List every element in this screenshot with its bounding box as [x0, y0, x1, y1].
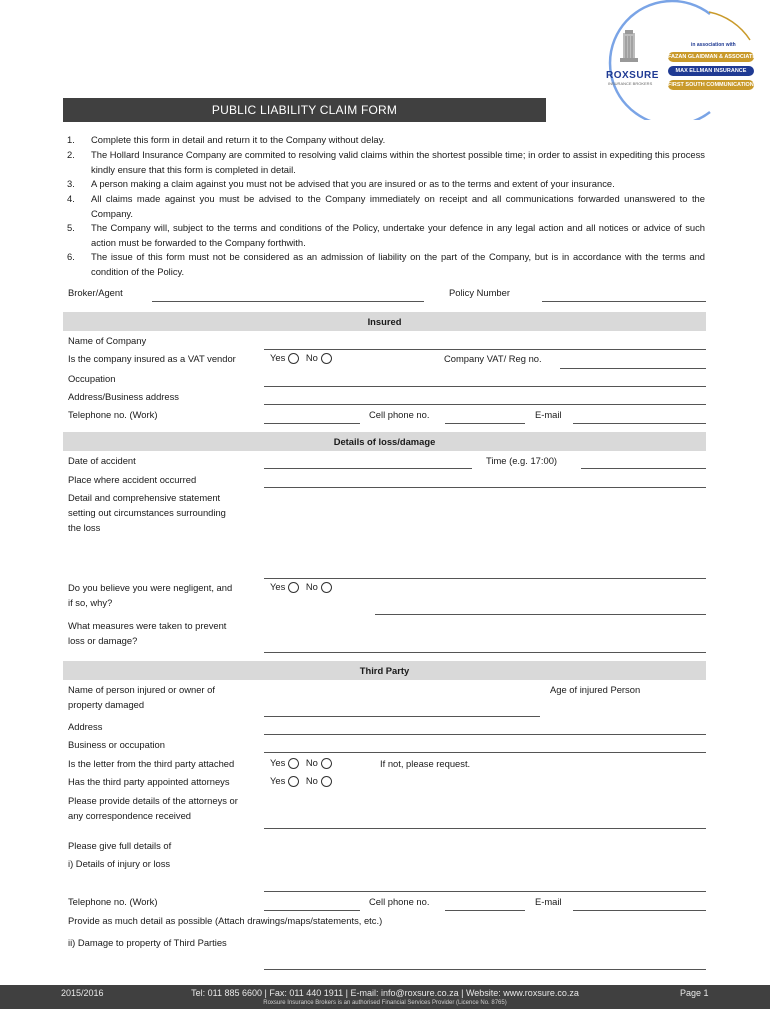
- date-input[interactable]: [264, 468, 472, 469]
- third-address-input[interactable]: [264, 734, 706, 735]
- logo-partner-3: FIRST SOUTH COMMUNICATIONS: [668, 82, 758, 88]
- vat-no-radio[interactable]: [321, 353, 332, 364]
- vat-vendor-label: Is the company insured as a VAT vendor: [68, 353, 236, 364]
- instruction-number: 4.: [67, 193, 75, 204]
- measures-label-1: What measures were taken to prevent: [68, 620, 227, 631]
- vat-no-input[interactable]: [560, 368, 706, 369]
- negligent-no-radio[interactable]: [321, 582, 332, 593]
- letter-label: Is the letter from the third party attached: [68, 758, 235, 769]
- full-details-label: Please give full details of: [68, 840, 172, 851]
- business-input[interactable]: [264, 752, 706, 753]
- section-header-loss: [63, 432, 706, 451]
- email-label: E-mail: [535, 409, 562, 420]
- negligent-options: [270, 581, 336, 593]
- company-name-input[interactable]: [264, 349, 706, 350]
- instruction-text: The Hollard Insurance Company are commited to resolving valid claims within the shortest possible time; in order to assist in expediting this process kindly ensure that this form is completed in detail.: [91, 149, 705, 175]
- third-email-input[interactable]: [573, 910, 706, 911]
- policy-number-input[interactable]: [542, 301, 706, 302]
- logo-partner-2: MAX ELLMAN INSURANCE: [668, 66, 754, 76]
- instruction-number: 2.: [67, 149, 75, 160]
- yes-label: Yes: [270, 352, 286, 363]
- instruction-number: 1.: [67, 134, 75, 145]
- time-input[interactable]: [581, 468, 706, 469]
- footer-page-number: Page 1: [680, 988, 709, 998]
- building-icon: [620, 30, 638, 62]
- place-label: Place where accident occurred: [68, 474, 197, 485]
- form-title: PUBLIC LIABILITY CLAIM FORM: [63, 98, 546, 122]
- third-telephone-input[interactable]: [264, 910, 360, 911]
- date-label: Date of accident: [68, 455, 136, 466]
- vat-vendor-options: [270, 352, 336, 364]
- email-input[interactable]: [573, 423, 706, 424]
- third-telephone-label: Telephone no. (Work): [68, 896, 158, 907]
- negligent-label-2: if so, why?: [68, 597, 113, 608]
- statement-label-3: the loss: [68, 522, 101, 533]
- attorneys-yes-radio[interactable]: [288, 776, 299, 787]
- cell-input[interactable]: [445, 423, 525, 424]
- yes-label: Yes: [270, 757, 286, 768]
- instruction-number: 6.: [67, 251, 75, 262]
- policy-label: Policy Number: [449, 287, 510, 298]
- attorneys-options: [270, 775, 336, 787]
- statement-label-1: Detail and comprehensive statement: [68, 492, 221, 503]
- section-title: Details of loss/damage: [333, 436, 436, 447]
- third-cell-input[interactable]: [445, 910, 525, 911]
- third-cell-label: Cell phone no.: [369, 896, 430, 907]
- letter-options: [270, 757, 336, 769]
- injured-name-label-2: property damaged: [68, 699, 145, 710]
- occupation-input[interactable]: [264, 386, 706, 387]
- instruction-number: 3.: [67, 178, 75, 189]
- instruction-text: The issue of this form must not be considered as an admission of liability on the part of the Company, but is in accordance with the terms and condition of the Policy.: [91, 251, 705, 277]
- cell-label: Cell phone no.: [369, 409, 430, 420]
- statement-label-2: setting out circumstances surrounding: [68, 507, 226, 518]
- section-header-third-party: [63, 661, 706, 680]
- injured-name-input[interactable]: [264, 716, 540, 717]
- footer-license: Roxsure Insurance Brokers is an authorised Financial Services Provider (Licence No. 8765): [263, 1000, 507, 1006]
- instruction-text: A person making a claim against you must not be advised that you are insured or as to the terms and extent of your insurance.: [91, 178, 615, 189]
- place-input[interactable]: [264, 487, 706, 488]
- no-label: No: [305, 352, 318, 363]
- age-label: Age of injured Person: [550, 684, 641, 695]
- address-input[interactable]: [264, 404, 706, 405]
- broker-input[interactable]: [152, 301, 424, 302]
- footer-contact: Tel: 011 885 6600 | Fax: 011 440 1911 | E-mail: info@roxsure.co.za | Website: www.roxsure.co.za: [191, 988, 579, 998]
- broker-label: Broker/Agent: [68, 287, 123, 298]
- if-not-label: If not, please request.: [380, 758, 471, 769]
- negligent-yes-radio[interactable]: [288, 582, 299, 593]
- time-label: Time (e.g. 17:00): [486, 455, 558, 466]
- attorney-details-input[interactable]: [264, 828, 706, 829]
- section-title: Third Party: [359, 665, 410, 676]
- instruction-item: [67, 221, 705, 250]
- no-label: No: [305, 581, 318, 592]
- no-label: No: [305, 775, 318, 786]
- attorney-details-label-2: any correspondence received: [68, 810, 191, 821]
- instruction-text: All claims made against you must be advised to the Company immediately on receipt and all communications forwarded unanswered to the Company.: [91, 193, 705, 219]
- footer-year: 2015/2016: [61, 988, 104, 998]
- logo-company-name: ROXSURE: [606, 70, 659, 81]
- attorneys-no-radio[interactable]: [321, 776, 332, 787]
- yes-label: Yes: [270, 581, 286, 592]
- logo-tagline: INSURANCE BROKERS: [608, 81, 653, 86]
- company-name-label: Name of Company: [68, 335, 147, 346]
- injury-details-label: i) Details of injury or loss: [68, 858, 171, 869]
- no-label: No: [305, 757, 318, 768]
- telephone-label: Telephone no. (Work): [68, 409, 158, 420]
- instruction-text: Complete this form in detail and return it to the Company without delay.: [91, 134, 386, 145]
- measures-label-2: loss or damage?: [68, 635, 138, 646]
- logo-ring-accent: [709, 12, 750, 40]
- injury-details-input[interactable]: [264, 891, 706, 892]
- damage-property-label: ii) Damage to property of Third Parties: [68, 937, 227, 948]
- instruction-number: 5.: [67, 222, 75, 233]
- letter-no-radio[interactable]: [321, 758, 332, 769]
- instruction-item: [67, 250, 705, 279]
- statement-input[interactable]: [264, 578, 706, 579]
- yes-label: Yes: [270, 775, 286, 786]
- occupation-label: Occupation: [68, 373, 116, 384]
- negligent-input[interactable]: [375, 614, 706, 615]
- third-address-label: Address: [68, 721, 103, 732]
- letter-yes-radio[interactable]: [288, 758, 299, 769]
- logo-partner-1: FAZAN GLAIDMAN & ASSOCIATES: [668, 54, 760, 60]
- vat-yes-radio[interactable]: [288, 353, 299, 364]
- business-label: Business or occupation: [68, 739, 165, 750]
- page-footer: [0, 985, 770, 1009]
- section-header-insured: [63, 312, 706, 331]
- instruction-item: [67, 177, 705, 192]
- instruction-item: [67, 192, 705, 221]
- damage-property-input[interactable]: [264, 969, 706, 970]
- attorney-details-label-1: Please provide details of the attorneys or: [68, 795, 238, 806]
- address-label: Address/Business address: [68, 391, 179, 402]
- instruction-item: [67, 148, 705, 177]
- measures-input[interactable]: [264, 652, 706, 653]
- telephone-input[interactable]: [264, 423, 360, 424]
- instruction-text: The Company will, subject to the terms and conditions of the Policy, undertake your defence in any legal action and all notices or advice of such action must be forwarded to the Company forthwith.: [91, 222, 705, 248]
- section-title: Insured: [367, 316, 402, 327]
- attorneys-label: Has the third party appointed attorneys: [68, 776, 230, 787]
- logo-association: in association with: [691, 42, 736, 48]
- injured-name-label-1: Name of person injured or owner of: [68, 684, 215, 695]
- provide-detail-label: Provide as much detail as possible (Attach drawings/maps/statements, etc.): [68, 915, 383, 926]
- vat-no-label: Company VAT/ Reg no.: [444, 353, 542, 364]
- negligent-label-1: Do you believe you were negligent, and: [68, 582, 233, 593]
- third-email-label: E-mail: [535, 896, 562, 907]
- instruction-item: [67, 133, 705, 148]
